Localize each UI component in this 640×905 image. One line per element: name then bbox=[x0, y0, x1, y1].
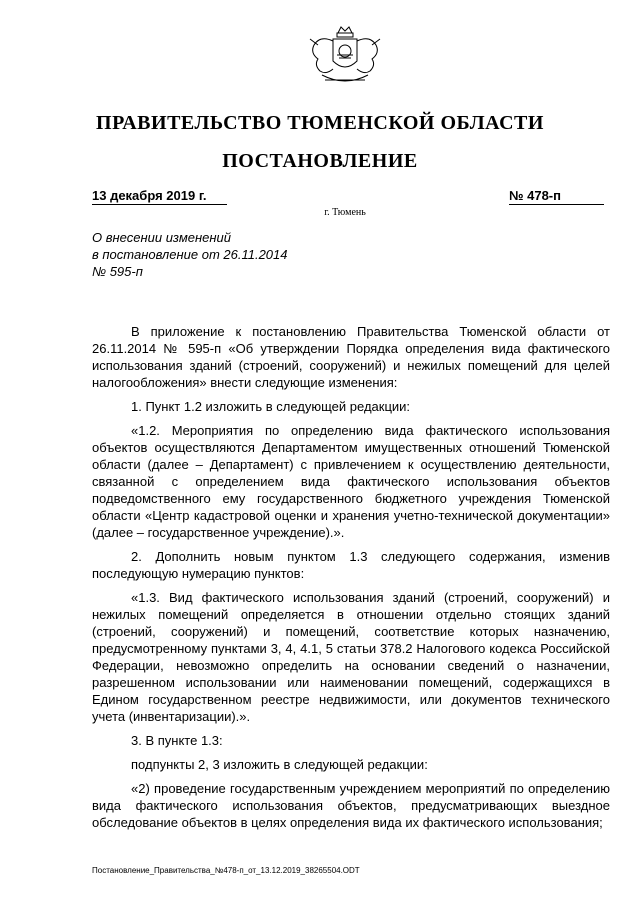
paragraph: 2. Дополнить новым пунктом 1.3 следующего содержания, изменив последующую нумерацию пунктов: bbox=[92, 549, 610, 581]
paragraph: «2) проведение государственным учреждением мероприятий по определению вида фактического использования объектов, предусматривающих выездное обследование объектов в целях определения вида их фактического использования; bbox=[92, 781, 610, 830]
city: г. Тюмень bbox=[324, 207, 366, 218]
document-date: 13 декабря 2019 г. bbox=[92, 188, 227, 205]
government-title: ПРАВИТЕЛЬСТВО ТЮМЕНСКОЙ ОБЛАСТИ bbox=[96, 112, 544, 134]
subject-line: О внесении изменений bbox=[92, 230, 231, 245]
document-body bbox=[92, 323, 610, 838]
coat-of-arms-icon bbox=[300, 25, 390, 100]
subject-line: в постановление от 26.11.2014 bbox=[92, 247, 288, 262]
footer-filename: Постановление_Правительства_№478-п_от_13.12.2019_38265504.ODT bbox=[92, 866, 360, 875]
paragraph: 3. В пункте 1.3: bbox=[131, 733, 223, 748]
paragraph: «1.2. Мероприятия по определению вида фактического использования объектов осуществляются Департаментом имущественных отношений Тюменской области (далее – Департамент) с привлечением к осуществлению деятельности, связанной с определением вида фактического использования объектов подведомственного ему государственного бюджетного учреждения Тюменской области «Центр кадастровой оценки и хранения учетно-технической документации» (далее – государственное учреждение).». bbox=[92, 423, 610, 540]
paragraph: подпункты 2, 3 изложить в следующей редакции: bbox=[131, 757, 428, 772]
document-number: № 478-п bbox=[509, 188, 604, 205]
document-subject bbox=[92, 229, 352, 280]
paragraph: 1. Пункт 1.2 изложить в следующей редакции: bbox=[131, 399, 411, 414]
document-type: ПОСТАНОВЛЕНИЕ bbox=[222, 150, 418, 172]
paragraph: «1.3. Вид фактического использования зданий (строений, сооружений) и нежилых помещений определяется в отношении отдельно стоящих зданий (строений, сооружений) и помещений, соответствие которых назначению, предусмотренному пунктами 3, 4, 4.1, 5 статьи 378.2 Налогового кодекса Российской Федерации, невозможно определить на основании сведений о назначении, разрешенном использовании или наименовании помещений, содержащихся в Едином государственном реестре недвижимости, или документов технического учета (инвентаризации).». bbox=[92, 590, 610, 724]
subject-line: № 595-п bbox=[92, 264, 143, 279]
paragraph: В приложение к постановлению Правительства Тюменской области от 26.11.2014 № 595-п «Об утверждении Порядка определения вида фактического использования зданий (строений, сооружений) и нежилых помещений для целей налогообложения» внести следующие изменения: bbox=[92, 324, 610, 390]
